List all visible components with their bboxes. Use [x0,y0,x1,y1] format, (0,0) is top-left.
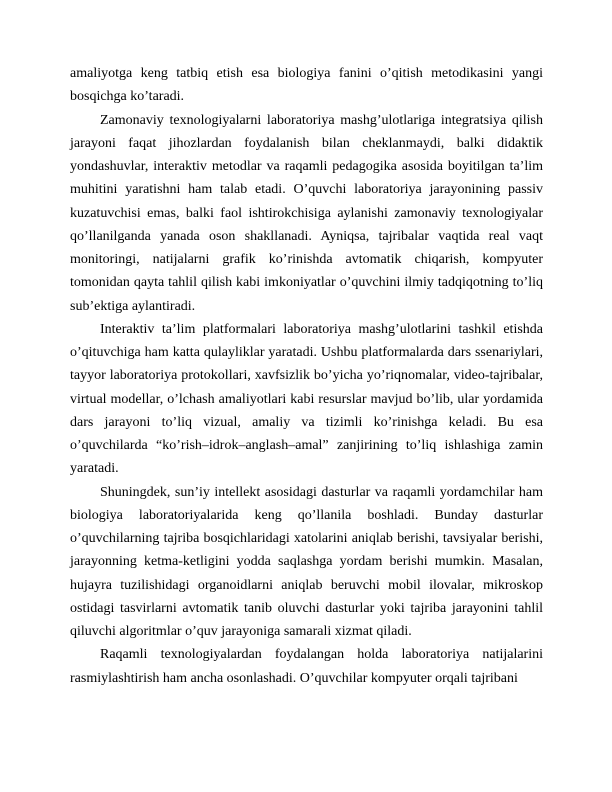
paragraph-artificial-intelligence: Shuningdek, sun’iy intellekt asosidagi dasturlar va raqamli yordamchilar ham biologiya laboratoriyalarida keng qo’llanila boshladi. Bunday dasturlar o’quvchilarning tajriba bosqichlaridagi xatolarini aniqlab berishi, tavsiyalar berishi, jarayonning ketma-ketligini yodda saqlashga yordam berishi mumkin. Masalan, hujayra tuzilishidagi organoidlarni aniqlab beruvchi mobil ilovalar, mikroskop ostidagi tasvirlarni avtomatik tanib oluvchi dasturlar yoki tajriba jarayonini tahlil qiluvchi algoritmlar o’quv jarayoniga samarali xizmat qiladi. [70,484,543,639]
document-page [70,62,543,690]
paragraph-modern-technologies: Zamonaviy texnologiyalarni laboratoriya mashg’ulotlariga integratsiya qilish jarayoni faqat jihozlardan foydalanish bilan cheklanmaydi, balki didaktik yondashuvlar, interaktiv metodlar va raqamli pedagogika asosida boyitilgan ta’lim muhitini yaratishni ham talab etadi. O’quvchi laboratoriya jarayonining passiv kuzatuvchisi emas, balki faol ishtirokchisiga aylanishi zamonaviy texnologiyalar qo’llanilganda yanada oson shakllanadi. Ayniqsa, tajribalar vaqtida real vaqt monitoringi, natijalarni grafik ko’rinishda avtomatik chiqarish, kompyuter tomonidan qayta tahlil qilish kabi imkoniyatlar o’quvchini ilmiy tadqiqotning to’liq sub’ektiga aylantiradi. [70,112,543,314]
paragraph-interactive-platforms: Interaktiv ta’lim platformalari laboratoriya mashg’ulotlarini tashkil etishda o’qituvchiga ham katta qulayliklar yaratadi. Ushbu platformalarda dars ssenariylari, tayyor laboratoriya protokollari, xavfsizlik bo’yicha yo’riqnomalar, video-tajribalar, virtual modellar, o’lchash amaliyotlari kabi resurslar mavjud bo’lib, ular yordamida dars jarayoni to’liq vizual, amaliy va tizimli ko’rinishga keladi. Bu esa o’quvchilarda “ko’rish–idrok–anglash–amal” zanjirining to’liq ishlashiga zamin yaratadi. [70,321,543,477]
paragraph-digital-results: Raqamli texnologiyalardan foydalangan holda laboratoriya natijalarini rasmiylashtirish ham ancha osonlashadi. O’quvchilar kompyuter orqali tajribani [70,647,543,686]
paragraph-continuation: amaliyotga keng tatbiq etish esa biologiya fanini o’qitish metodikasini yangi bosqichga ko’taradi. [70,66,543,105]
